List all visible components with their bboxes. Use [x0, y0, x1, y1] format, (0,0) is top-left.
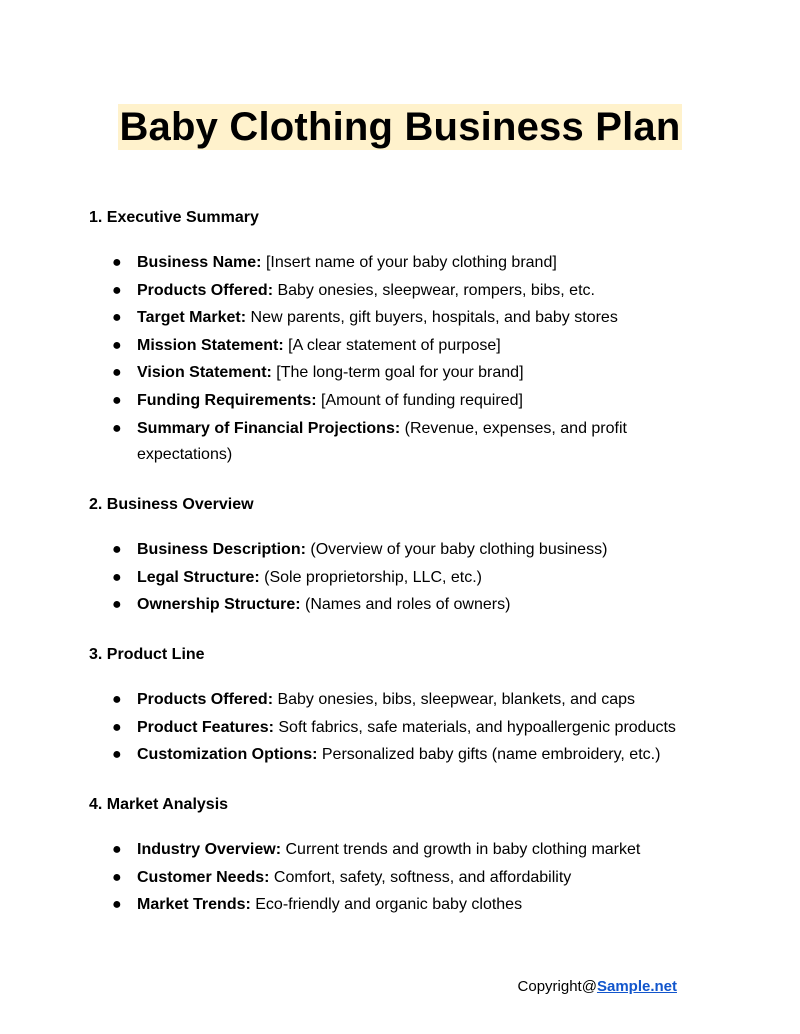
- item-text: (Revenue, expenses, and profit expectations): [137, 419, 627, 463]
- bullet-list: [89, 687, 689, 768]
- list-item: [89, 687, 689, 713]
- item-text: Baby onesies, bibs, sleepwear, blankets, and caps: [273, 691, 636, 708]
- copyright-prefix: Copyright@: [517, 978, 597, 995]
- bullet-icon: ●: [112, 336, 122, 354]
- item-label: Ownership Structure:: [137, 596, 301, 614]
- item-text: Current trends and growth in baby clothing market: [281, 841, 641, 858]
- bullet-icon: ●: [112, 391, 122, 409]
- bullet-list: [89, 537, 689, 618]
- item-text: (Overview of your baby clothing business): [305, 541, 608, 558]
- bullet-icon: ●: [112, 309, 122, 327]
- bullet-icon: ●: [112, 364, 122, 382]
- copyright-footer: [518, 977, 677, 997]
- bullet-icon: ●: [112, 746, 122, 764]
- bullet-icon: ●: [112, 896, 122, 914]
- list-item: [89, 416, 689, 468]
- bullet-icon: ●: [112, 281, 122, 299]
- title-wrap: [0, 104, 800, 150]
- list-item: [89, 388, 689, 414]
- bullet-icon: ●: [112, 868, 122, 886]
- list-item: [89, 250, 689, 276]
- bullet-icon: ●: [112, 568, 122, 586]
- list-item: [89, 565, 689, 591]
- bullet-icon: ●: [112, 596, 122, 614]
- list-item: [89, 360, 689, 386]
- list-item: [89, 537, 689, 563]
- page-title: Baby Clothing Business Plan: [119, 105, 681, 149]
- bullet-icon: ●: [112, 841, 122, 858]
- item-label: Business Name:: [137, 254, 262, 271]
- item-label: Legal Structure:: [137, 568, 260, 586]
- list-item: [89, 333, 689, 359]
- section-product-line: [89, 645, 689, 770]
- section-business-overview: [89, 495, 689, 620]
- bullet-icon: ●: [112, 718, 122, 736]
- item-label: Target Market:: [137, 309, 247, 327]
- item-text: [A clear statement of purpose]: [283, 336, 501, 354]
- section-heading: 1. Executive Summary: [89, 209, 259, 226]
- bullet-list: [89, 837, 689, 918]
- item-label: Customization Options:: [137, 746, 318, 764]
- section-heading: 3. Product Line: [89, 646, 205, 663]
- item-text: Personalized baby gifts (name embroidery, etc.): [317, 746, 661, 764]
- list-item: [89, 837, 689, 863]
- list-item: [89, 278, 689, 304]
- section-heading: 2. Business Overview: [89, 496, 254, 513]
- item-label: Product Features:: [137, 718, 274, 736]
- item-label: Business Description:: [137, 541, 306, 558]
- item-text: (Sole proprietorship, LLC, etc.): [259, 568, 483, 586]
- item-text: (Names and roles of owners): [300, 596, 511, 614]
- list-item: [89, 592, 689, 618]
- section-executive-summary: [89, 208, 689, 469]
- bullet-icon: ●: [112, 419, 122, 437]
- item-text: Soft fabrics, safe materials, and hypoallergenic products: [273, 718, 676, 736]
- item-label: Summary of Financial Projections:: [137, 419, 401, 437]
- item-text: Comfort, safety, softness, and affordability: [269, 868, 572, 886]
- item-label: Products Offered:: [137, 691, 274, 708]
- list-item: [89, 742, 689, 768]
- list-item: [89, 865, 689, 891]
- item-text: [Amount of funding required]: [316, 391, 523, 409]
- item-label: Industry Overview:: [137, 841, 282, 858]
- list-item: [89, 715, 689, 741]
- item-label: Funding Requirements:: [137, 391, 317, 409]
- sample-net-link[interactable]: Sample.net: [596, 978, 677, 995]
- item-text: Eco-friendly and organic baby clothes: [250, 896, 523, 914]
- bullet-icon: ●: [112, 541, 122, 558]
- list-item: [89, 892, 689, 918]
- bullet-list: [89, 250, 689, 468]
- item-label: Market Trends:: [137, 896, 251, 914]
- item-label: Mission Statement:: [137, 336, 284, 354]
- section-market-analysis: [89, 795, 689, 920]
- item-text: Baby onesies, sleepwear, rompers, bibs, etc.: [273, 281, 595, 299]
- list-item: [89, 305, 689, 331]
- bullet-icon: ●: [112, 691, 122, 708]
- bullet-icon: ●: [112, 254, 122, 271]
- item-label: Vision Statement:: [137, 364, 272, 382]
- item-text: New parents, gift buyers, hospitals, and baby stores: [246, 309, 618, 327]
- item-text: [Insert name of your baby clothing brand]: [261, 254, 557, 271]
- item-label: Products Offered:: [137, 281, 274, 299]
- section-heading: 4. Market Analysis: [89, 796, 229, 813]
- item-text: [The long-term goal for your brand]: [271, 364, 524, 382]
- item-label: Customer Needs:: [137, 868, 270, 886]
